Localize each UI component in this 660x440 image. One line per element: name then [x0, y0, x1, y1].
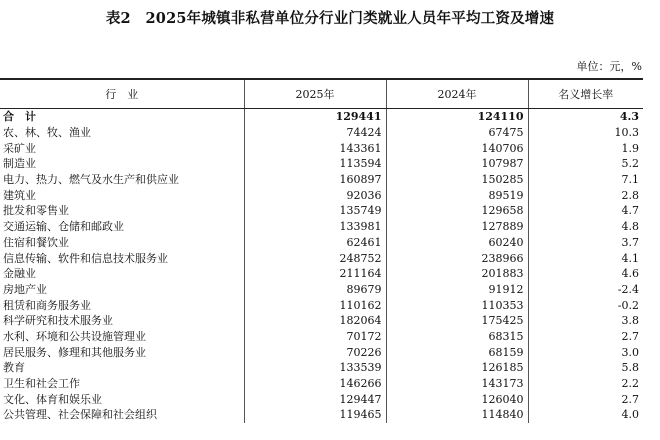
table-row	[0, 187, 643, 203]
value-2025-cell: 146266	[244, 376, 386, 392]
industry-cell: 文化、体育和娱乐业	[3, 392, 102, 406]
growth-cell: 4.7	[528, 203, 643, 219]
value-2025-cell: 129441	[244, 109, 386, 125]
table-row	[0, 407, 643, 423]
table-row	[0, 140, 643, 156]
growth-cell: 5.2	[528, 156, 643, 172]
value-2024-cell: 124110	[386, 109, 528, 125]
value-2025-cell: 119465	[244, 407, 386, 423]
growth-cell: 2.7	[528, 329, 643, 345]
growth-cell: 4.6	[528, 266, 643, 282]
value-2024-cell: 67475	[386, 125, 528, 141]
value-2024-cell: 143173	[386, 376, 528, 392]
table-row	[0, 250, 643, 266]
value-2025-cell: 182064	[244, 313, 386, 329]
table-row	[0, 172, 643, 188]
table-row	[0, 360, 643, 376]
header-2024: 2024年	[386, 79, 528, 109]
table-row	[0, 329, 643, 345]
value-2024-cell: 110353	[386, 297, 528, 313]
value-2024-cell: 129658	[386, 203, 528, 219]
value-2024-cell: 60240	[386, 235, 528, 251]
industry-cell: 批发和零售业	[3, 204, 69, 218]
growth-cell: 2.7	[528, 391, 643, 407]
value-2025-cell: 74424	[244, 125, 386, 141]
value-2024-cell: 114840	[386, 407, 528, 423]
table-row	[0, 344, 643, 360]
value-2025-cell: 133539	[244, 360, 386, 376]
value-2025-cell: 248752	[244, 250, 386, 266]
value-2024-cell: 201883	[386, 266, 528, 282]
table-row	[0, 282, 643, 298]
industry-cell: 教育	[3, 361, 25, 375]
value-2025-cell: 92036	[244, 187, 386, 203]
value-2025-cell: 70172	[244, 329, 386, 345]
growth-cell: 10.3	[528, 125, 643, 141]
value-2024-cell: 140706	[386, 140, 528, 156]
value-2025-cell: 160897	[244, 172, 386, 188]
industry-cell: 农、林、牧、渔业	[3, 126, 91, 140]
growth-cell: 3.7	[528, 235, 643, 251]
value-2025-cell: 143361	[244, 140, 386, 156]
industry-cell: 信息传输、软件和信息技术服务业	[3, 251, 168, 265]
header-industry: 行 业	[0, 79, 244, 109]
unit-note: 单位：元，%	[576, 60, 642, 73]
wage-table	[0, 78, 643, 423]
value-2025-cell: 89679	[244, 282, 386, 298]
growth-cell: 7.1	[528, 172, 643, 188]
header-2025: 2025年	[244, 79, 386, 109]
growth-cell: -0.2	[528, 297, 643, 313]
industry-cell: 电力、热力、燃气及水生产和供应业	[3, 173, 179, 187]
growth-cell: 4.1	[528, 250, 643, 266]
value-2025-cell: 211164	[244, 266, 386, 282]
table-body	[0, 109, 643, 423]
table-row	[0, 391, 643, 407]
table-row	[0, 235, 643, 251]
industry-cell: 住宿和餐饮业	[3, 235, 69, 249]
industry-cell: 租赁和商务服务业	[3, 298, 91, 312]
table-row	[0, 156, 643, 172]
growth-cell: 4.3	[528, 109, 643, 125]
industry-cell: 合 计	[3, 110, 36, 124]
value-2024-cell: 107987	[386, 156, 528, 172]
industry-cell: 制造业	[3, 157, 36, 171]
table-row	[0, 313, 643, 329]
growth-cell: -2.4	[528, 282, 643, 298]
total-row	[0, 109, 643, 125]
value-2025-cell: 133981	[244, 219, 386, 235]
table-title: 表2 2025年城镇非私营单位分行业门类就业人员年平均工资及增速	[105, 10, 555, 27]
industry-cell: 采矿业	[3, 141, 36, 155]
table-row	[0, 203, 643, 219]
growth-cell: 4.8	[528, 219, 643, 235]
value-2025-cell: 113594	[244, 156, 386, 172]
industry-cell: 科学研究和技术服务业	[3, 314, 113, 328]
value-2024-cell: 91912	[386, 282, 528, 298]
value-2024-cell: 126185	[386, 360, 528, 376]
growth-cell: 4.0	[528, 407, 643, 423]
value-2024-cell: 126040	[386, 391, 528, 407]
value-2024-cell: 238966	[386, 250, 528, 266]
value-2024-cell: 150285	[386, 172, 528, 188]
growth-cell: 3.0	[528, 344, 643, 360]
value-2024-cell: 175425	[386, 313, 528, 329]
industry-cell: 建筑业	[3, 188, 36, 202]
industry-cell: 交通运输、仓储和邮政业	[3, 220, 124, 234]
industry-cell: 公共管理、社会保障和社会组织	[3, 408, 157, 422]
growth-cell: 2.2	[528, 376, 643, 392]
industry-cell: 卫生和社会工作	[3, 377, 80, 391]
value-2025-cell: 70226	[244, 344, 386, 360]
value-2025-cell: 129447	[244, 391, 386, 407]
industry-cell: 居民服务、修理和其他服务业	[3, 345, 146, 359]
growth-cell: 2.8	[528, 187, 643, 203]
value-2024-cell: 68315	[386, 329, 528, 345]
value-2025-cell: 110162	[244, 297, 386, 313]
table-row	[0, 297, 643, 313]
header-row	[0, 79, 643, 109]
table-row	[0, 376, 643, 392]
industry-cell: 水利、环境和公共设施管理业	[3, 329, 146, 343]
table-row	[0, 219, 643, 235]
value-2025-cell: 135749	[244, 203, 386, 219]
value-2025-cell: 62461	[244, 235, 386, 251]
industry-cell: 房地产业	[3, 282, 47, 296]
table-row	[0, 125, 643, 141]
industry-cell: 金融业	[3, 267, 36, 281]
header-growth: 名义增长率	[528, 79, 643, 109]
growth-cell: 3.8	[528, 313, 643, 329]
value-2024-cell: 89519	[386, 187, 528, 203]
growth-cell: 5.8	[528, 360, 643, 376]
value-2024-cell: 68159	[386, 344, 528, 360]
table-row	[0, 266, 643, 282]
growth-cell: 1.9	[528, 140, 643, 156]
value-2024-cell: 127889	[386, 219, 528, 235]
